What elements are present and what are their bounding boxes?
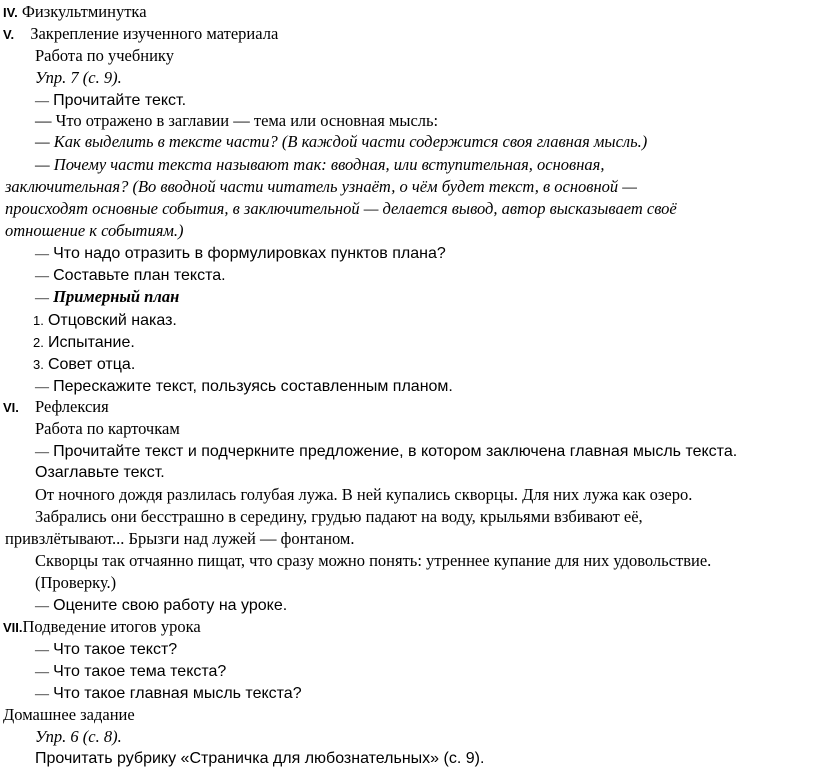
plan-item-text: Совет отца. bbox=[47, 356, 136, 373]
section-title: Физкультминутка bbox=[21, 2, 147, 21]
question-text: Что надо отразить в формулировках пунктов плана? bbox=[53, 245, 446, 262]
dash: — bbox=[35, 94, 49, 109]
section-number: VII. bbox=[3, 620, 23, 635]
exercise-6: Упр. 6 (с. 8). bbox=[35, 727, 122, 746]
question-text: Оцените свою работу на уроке. bbox=[53, 597, 288, 614]
section-v-heading bbox=[3, 23, 278, 45]
question-text: Что такое тема текста? bbox=[53, 663, 227, 680]
plan-item bbox=[33, 309, 177, 331]
dash: — bbox=[35, 269, 49, 284]
dash: — bbox=[35, 291, 49, 306]
dash: — bbox=[35, 247, 49, 262]
question-reflect bbox=[35, 242, 446, 265]
dash: — bbox=[35, 665, 49, 680]
question-text: Прочитайте текст и подчеркните предложение, в котором заключена главная мысль текста. bbox=[53, 443, 738, 460]
section-number: V. bbox=[3, 27, 15, 42]
plan-heading bbox=[35, 286, 179, 309]
question-plan bbox=[35, 264, 226, 287]
plan-title: Примерный план bbox=[53, 287, 180, 306]
story-line-2: Забрались они бесстрашно в середину, грудью падают на воду, крыльями взбивают её, bbox=[35, 507, 643, 526]
section-vii-heading bbox=[3, 616, 201, 638]
question-theme bbox=[35, 660, 226, 683]
work-textbook: Работа по учебнику bbox=[35, 46, 174, 65]
plan-item-number: 2. bbox=[33, 335, 44, 350]
dash: — bbox=[35, 643, 49, 658]
question-text: Что такое текст? bbox=[53, 641, 178, 658]
section-iv-heading bbox=[3, 1, 147, 23]
plan-item bbox=[33, 331, 135, 353]
question-parts: — Как выделить в тексте части? (В каждой части содержится своя главная мысль.) bbox=[35, 132, 648, 151]
section-title: Рефлексия bbox=[35, 397, 109, 416]
story-line-3: привзлётывают... Брызги над лужей — фонтаном. bbox=[5, 529, 355, 548]
plan-item bbox=[33, 353, 135, 375]
question-title: — Что отражено в заглавии — тема или основная мысль: bbox=[35, 111, 439, 130]
plan-item-text: Отцовский наказ. bbox=[47, 312, 177, 329]
plan-item-number: 3. bbox=[33, 357, 44, 372]
question-why-4: отношение к событиям.) bbox=[5, 221, 184, 240]
homework-heading: Домашнее задание bbox=[3, 705, 135, 724]
section-title: Закрепление изученного материала bbox=[30, 24, 279, 43]
read-rubric: Прочитать рубрику «Страничка для любознательных» (с. 9). bbox=[35, 750, 485, 767]
question-name: Озаглавьте текст. bbox=[35, 464, 165, 481]
check: (Проверку.) bbox=[35, 573, 117, 592]
dash: — bbox=[35, 445, 49, 460]
question-main-idea bbox=[35, 682, 302, 705]
dash: — bbox=[35, 380, 49, 395]
section-vi-heading bbox=[3, 396, 109, 418]
question-text: Что такое главная мысль текста? bbox=[53, 685, 302, 702]
question-rate bbox=[35, 594, 287, 617]
question-text: Прочитайте текст. bbox=[53, 92, 187, 109]
question-text: Перескажите текст, пользуясь составленным планом. bbox=[53, 378, 453, 395]
plan-item-text: Испытание. bbox=[47, 334, 135, 351]
story-line-1: От ночного дождя разлилась голубая лужа. В ней купались скворцы. Для них лужа как озеро. bbox=[35, 485, 693, 504]
dash: — bbox=[35, 599, 49, 614]
exercise-7: Упр. 7 (с. 9). bbox=[35, 68, 122, 87]
question-retell bbox=[35, 375, 453, 398]
section-title: Подведение итогов урока bbox=[22, 617, 201, 636]
question-why-2: заключительная? (Во вводной части читатель узнаёт, о чём будет текст, в основной — bbox=[5, 177, 637, 196]
question-why-1: — Почему части текста называют так: вводная, или вступительная, основная, bbox=[35, 155, 605, 174]
dash: — bbox=[35, 687, 49, 702]
story-line-4: Скворцы так отчаянно пищат, что сразу можно понять: утреннее купание для них удовольствие. bbox=[35, 551, 712, 570]
question-text-def bbox=[35, 638, 177, 661]
question-read bbox=[35, 89, 186, 112]
section-number: IV. bbox=[3, 5, 18, 20]
question-underline bbox=[35, 440, 737, 463]
question-text: Составьте план текста. bbox=[53, 267, 226, 284]
question-why-3: происходят основные события, в заключительной — делается вывод, автор высказывает своё bbox=[5, 199, 677, 218]
work-cards: Работа по карточкам bbox=[35, 419, 180, 438]
section-number: VI. bbox=[3, 400, 19, 415]
plan-item-number: 1. bbox=[33, 313, 44, 328]
